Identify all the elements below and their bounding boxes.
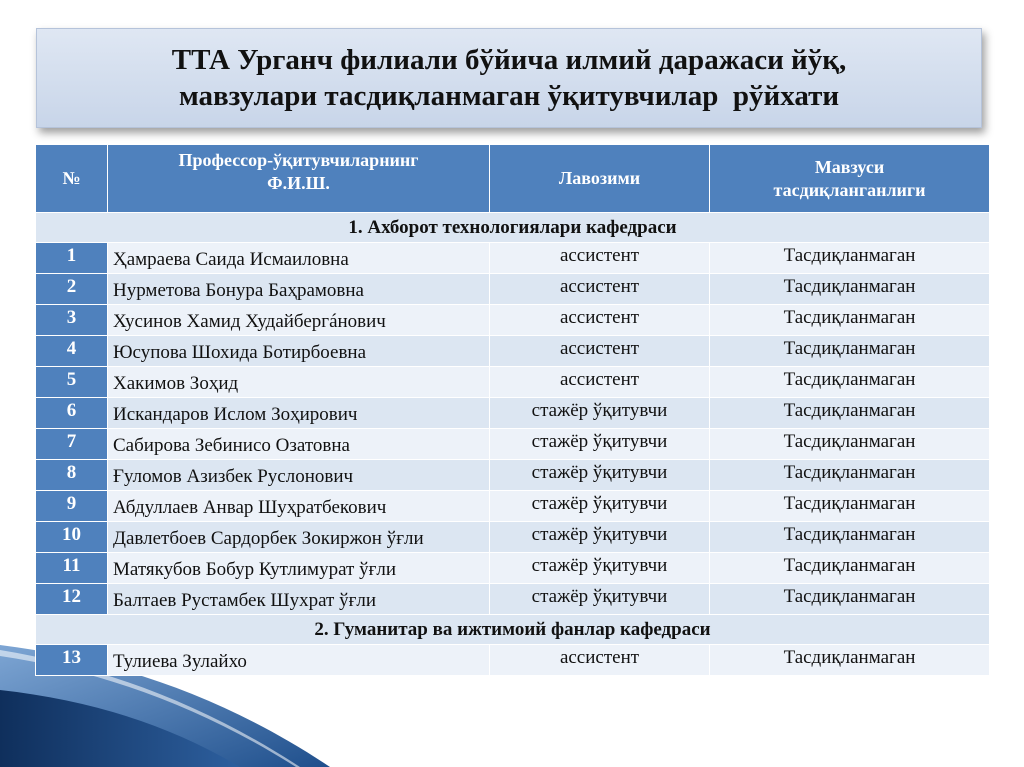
table-row (36, 460, 990, 491)
row-full-name: Искандаров Ислом Зоҳирович (108, 398, 490, 429)
slide-title-line-2: мавзулари тасдиқланмаган ўқитувчилар рўйхати (178, 80, 840, 112)
table-row (36, 274, 990, 305)
row-full-name: Ҳамраева Саида Исмаиловна (108, 243, 490, 274)
row-number: 4 (36, 336, 108, 367)
row-full-name: Нурметова Бонура Баҳрамовна (108, 274, 490, 305)
row-position: стажёр ўқитувчи (490, 584, 710, 615)
table-row (36, 645, 990, 676)
table-row (36, 367, 990, 398)
row-full-name: Давлетбоев Сардорбек Зокиржон ўғли (108, 522, 490, 553)
section-row-it-department (36, 213, 990, 243)
row-position: стажёр ўқитувчи (490, 553, 710, 584)
section-title: 1. Ахборот технологиялари кафедраси (36, 213, 990, 243)
header-number: № (36, 145, 108, 213)
table-row (36, 305, 990, 336)
row-full-name: Балтаев Рустамбек Шухрат ўғли (108, 584, 490, 615)
row-number: 11 (36, 553, 108, 584)
table-row (36, 553, 990, 584)
table-header-row (36, 145, 990, 213)
row-full-name: Матякубов Бобур Кутлимурат ўғли (108, 553, 490, 584)
row-position: стажёр ўқитувчи (490, 491, 710, 522)
row-position: стажёр ўқитувчи (490, 429, 710, 460)
row-topic-status: Тасдиқланмаган (710, 429, 990, 460)
table-row (36, 398, 990, 429)
row-topic-status: Тасдиқланмаган (710, 336, 990, 367)
section-row-humanities-department (36, 615, 990, 645)
row-topic-status: Тасдиқланмаган (710, 367, 990, 398)
header-full-name (108, 145, 490, 213)
row-full-name: Сабирова Зебинисо Озатовна (108, 429, 490, 460)
row-topic-status: Тасдиқланмаган (710, 522, 990, 553)
row-position: ассистент (490, 243, 710, 274)
row-topic-status: Тасдиқланмаган (710, 460, 990, 491)
header-topic-status-line-1: Мавзуси (814, 156, 885, 177)
row-topic-status: Тасдиқланмаган (710, 243, 990, 274)
row-number: 5 (36, 367, 108, 398)
row-topic-status: Тасдиқланмаган (710, 305, 990, 336)
row-full-name: Тулиева Зулайхо (108, 645, 490, 676)
row-full-name: Абдуллаев Анвар Шуҳратбекович (108, 491, 490, 522)
row-position: стажёр ўқитувчи (490, 398, 710, 429)
slide-title-line-1: ТТА Урганч филиали бўйича илмий даражаси йўқ, (171, 44, 847, 76)
section-title: 2. Гуманитар ва ижтимоий фанлар кафедраси (36, 615, 990, 645)
row-number: 10 (36, 522, 108, 553)
row-topic-status: Тасдиқланмаган (710, 491, 990, 522)
header-position: Лавозими (490, 145, 710, 213)
table-row (36, 491, 990, 522)
row-number: 8 (36, 460, 108, 491)
table-row (36, 429, 990, 460)
table-row (36, 336, 990, 367)
row-number: 1 (36, 243, 108, 274)
table-row (36, 584, 990, 615)
header-topic-status-line-2: тасдиқланганлиги (773, 179, 926, 200)
row-full-name: Хусинов Хамид Худайбергáнович (108, 305, 490, 336)
row-number: 9 (36, 491, 108, 522)
row-position: ассистент (490, 645, 710, 676)
row-full-name: Ғуломов Азизбек Руслонович (108, 460, 490, 491)
row-position: ассистент (490, 274, 710, 305)
row-number: 7 (36, 429, 108, 460)
table-row (36, 522, 990, 553)
row-number: 6 (36, 398, 108, 429)
row-topic-status: Тасдиқланмаган (710, 584, 990, 615)
row-number: 2 (36, 274, 108, 305)
row-position: ассистент (490, 305, 710, 336)
row-position: стажёр ўқитувчи (490, 460, 710, 491)
row-topic-status: Тасдиқланмаган (710, 398, 990, 429)
row-topic-status: Тасдиқланмаган (710, 274, 990, 305)
table-row (36, 243, 990, 274)
row-number: 3 (36, 305, 108, 336)
row-topic-status: Тасдиқланмаган (710, 553, 990, 584)
row-number: 13 (36, 645, 108, 676)
row-position: ассистент (490, 336, 710, 367)
header-full-name-line-1: Профессор-ўқитувчиларнинг (178, 150, 419, 170)
slide-title-box (36, 28, 982, 128)
row-number: 12 (36, 584, 108, 615)
header-full-name-line-2: Ф.И.Ш. (267, 173, 330, 193)
row-full-name: Хакимов Зоҳид (108, 367, 490, 398)
header-topic-status (710, 145, 990, 213)
row-full-name: Юсупова Шохида Ботирбоевна (108, 336, 490, 367)
row-position: стажёр ўқитувчи (490, 522, 710, 553)
staff-table (35, 144, 990, 676)
row-topic-status: Тасдиқланмаган (710, 645, 990, 676)
row-position: ассистент (490, 367, 710, 398)
